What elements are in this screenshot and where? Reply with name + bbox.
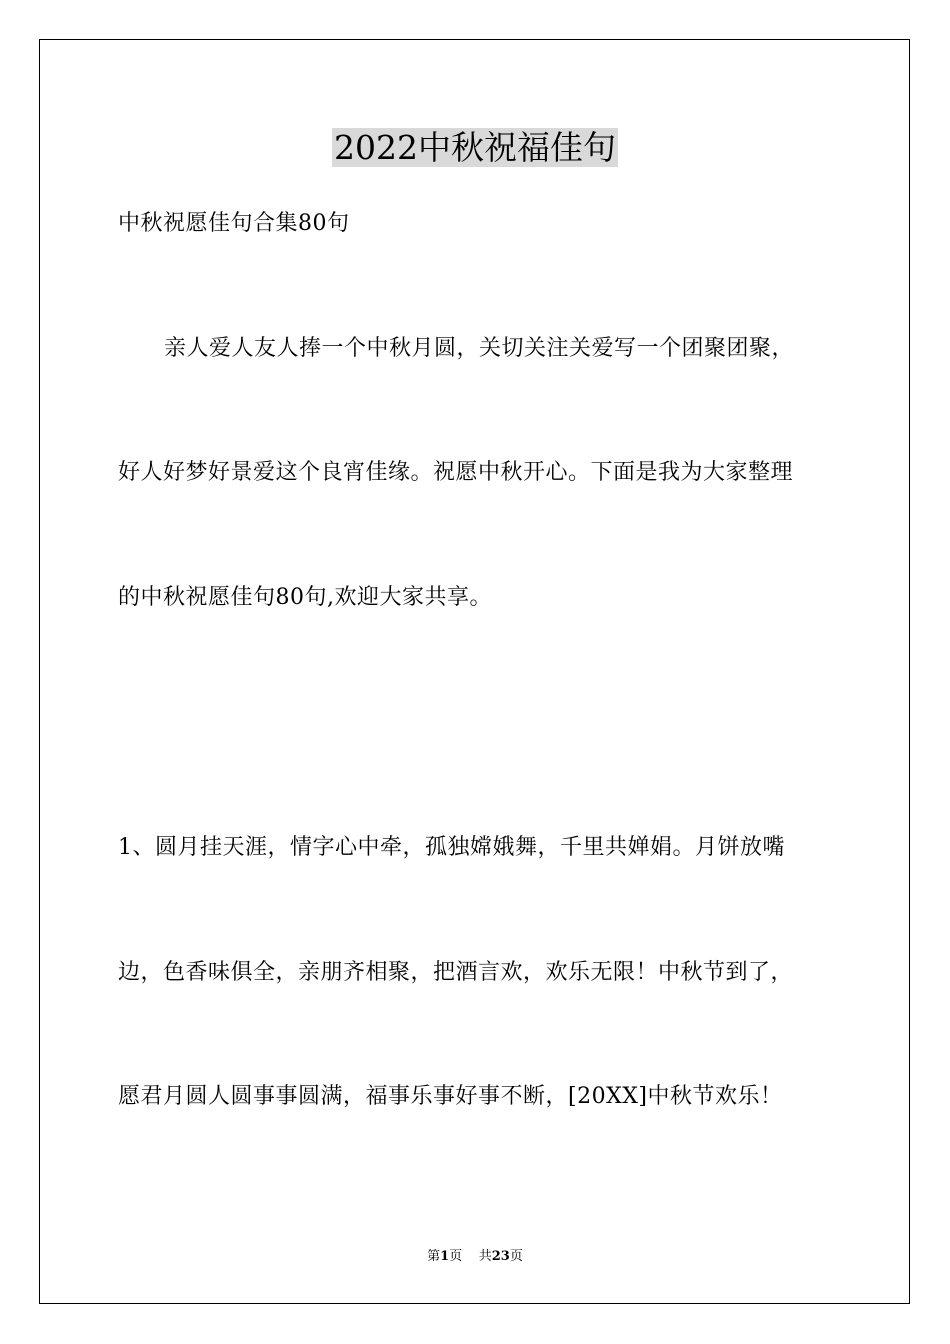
document-subtitle: 中秋祝愿佳句合集80句 (118, 211, 350, 236)
item-1-line-2: 边，色香味俱全，亲朋齐相聚，把酒言欢，欢乐无限！中秋节到了， (118, 960, 794, 985)
document-title (0, 126, 950, 170)
page-prefix: 第 (427, 1249, 441, 1264)
page-footer (0, 1248, 950, 1266)
page-suffix: 页 (449, 1249, 463, 1264)
item-1-line-3: 愿君月圆人圆事事圆满，福事乐事好事不断，[20XX]中秋节欢乐！ (118, 1084, 783, 1109)
intro-line-2: 好人好梦好景爱这个良宵佳缘。祝愿中秋开心。下面是我为大家整理 (118, 460, 794, 485)
intro-line-1: 亲人爱人友人捧一个中秋月圆，关切关注关爱写一个团聚团聚， (164, 336, 795, 361)
intro-line-3: 的中秋祝愿佳句80句,欢迎大家共享。 (118, 585, 492, 610)
total-suffix: 页 (509, 1249, 523, 1264)
total-prefix: 共 (478, 1249, 492, 1264)
title-text: 2022中秋祝福佳句 (334, 128, 616, 167)
page-number: 1 (440, 1249, 450, 1264)
item-1-line-1: 1、圆月挂天涯，情字心中牵，孤独嫦娥舞，千里共婵娟。月饼放嘴 (118, 835, 785, 860)
total-pages: 23 (491, 1249, 510, 1264)
